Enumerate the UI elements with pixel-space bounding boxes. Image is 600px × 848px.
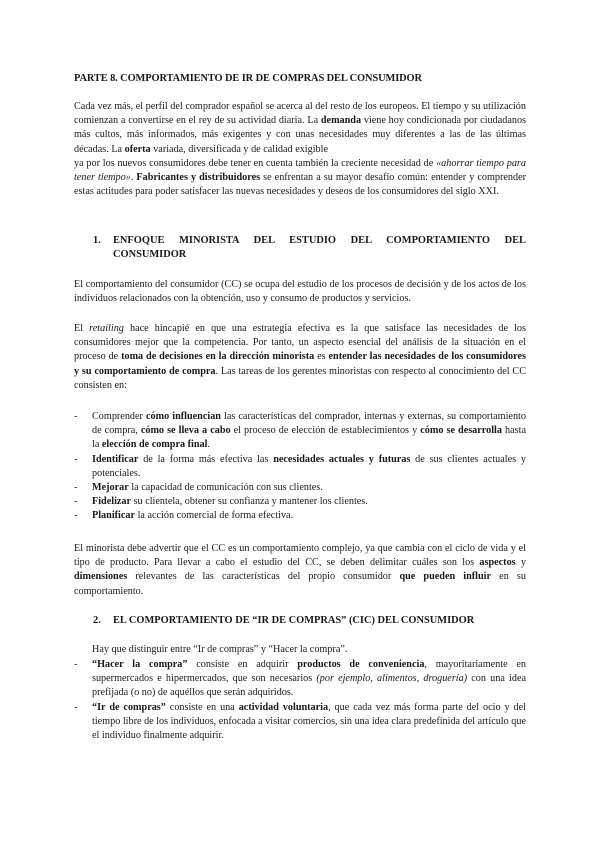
document-title: PARTE 8. COMPORTAMIENTO DE IR DE COMPRAS DEL CONSUMIDOR [74,73,422,84]
section-1-paragraph-1: El comportamiento del consumidor (CC) se ocupa del estudio de los procesos de decisión y de los actos de los individuos relacionados con la obtención, uso y consumo de productos y servicios. [74,279,526,305]
section-1-paragraph-3: El minorista debe advertir que el CC es un comportamiento complejo, ya que cambia con el ciclo de vida y el tipo de producto. Para llevar a cabo el estudio del CC, se deben delimitar cuáles son los aspectos y dimensiones relevantes de las características del propio consumidor que pueden influir en su comportamiento. [74,543,526,597]
list-item: - Comprender cómo influencian las características del comprador, internas y externas, su comportamiento de compra, cómo se lleva a cabo el proceso de elección de establecimientos y cómo se desarrolla hasta la elección de compra final. [74,410,526,453]
section-2-intro: Hay que distinguir entre “Ir de compras” y “Hacer la compra”. [92,644,348,655]
list-item: - “Hacer la compra” consiste en adquirir productos de conveniencia, mayoritariamente en supermercados e hipermercados, que son necesarios (por ejemplo, alimentos, droguería) con una idea prefijada (o no) de aquéllos que serán adquiridos. [74,658,526,701]
section-number: 2. [93,615,101,626]
list-item: - Planificar la acción comercial de forma efectiva. [74,509,526,523]
intro-paragraph: Cada vez más, el perfil del comprador español se acerca al del resto de los europeos. El tiempo y su utilización comienzan a convertirse en el rey de su actividad diaria. La demanda viene hoy condicionada por ciudadanos más cultos, más informados, más exigentes y con unas necesidades muy diferentes a las de las últimas décadas. La oferta variada, diversificada y de calidad exigible ya por los nuevos consumidores debe tener en cuenta también la creciente necesidad de «ahorrar tiempo para tener tiempo». Fabricantes y distribuidores se enfrentan a su mayor desafío común: entender y comprender estas actitudes para poder satisfacer las nuevas necesidades y deseos de los consumidores del siglo XXI. [74,101,527,198]
list-item: - Identificar de la forma más efectiva las necesidades actuales y futuras de sus clientes actuales y potenciales. [74,453,526,481]
section-2-list [74,658,526,743]
list-item: - Mejorar la capacidad de comunicación con sus clientes. [74,481,526,495]
section-2-heading [94,614,526,628]
section-1-paragraph-2: El retailing hace hincapié en que una estrategia efectiva es la que satisface las necesidades de los consumidores mejor que la competencia. Por tanto, un aspecto esencial del análisis de la situación en el proceso de toma de decisiones en la dirección minorista es entender las necesidades de los consumidores y su comportamiento de compra. Las tareas de los gerentes minoristas con respecto al conocimiento del CC consisten en: [74,323,527,391]
section-1-heading [94,234,526,262]
section-title: EL COMPORTAMIENTO DE “IR DE COMPRAS” (CIC) DEL CONSUMIDOR [113,615,475,626]
list-item: - “Ir de compras” consiste en una actividad voluntaria, que cada vez más forma parte del ocio y del tiempo libre de los individuos, enfocada a visitar comercios, sin una idea clara predefinida del artículo que el individuo finalmente adquirir. [74,701,526,744]
section-number: 1. [93,235,101,246]
section-title: ENFOQUE MINORISTA DEL ESTUDIO DEL COMPORTAMIENTO DEL CONSUMIDOR [113,235,526,261]
section-1-task-list [74,410,526,524]
list-item: - Fidelizar su clientela, obtener su confianza y mantener los clientes. [74,495,526,509]
